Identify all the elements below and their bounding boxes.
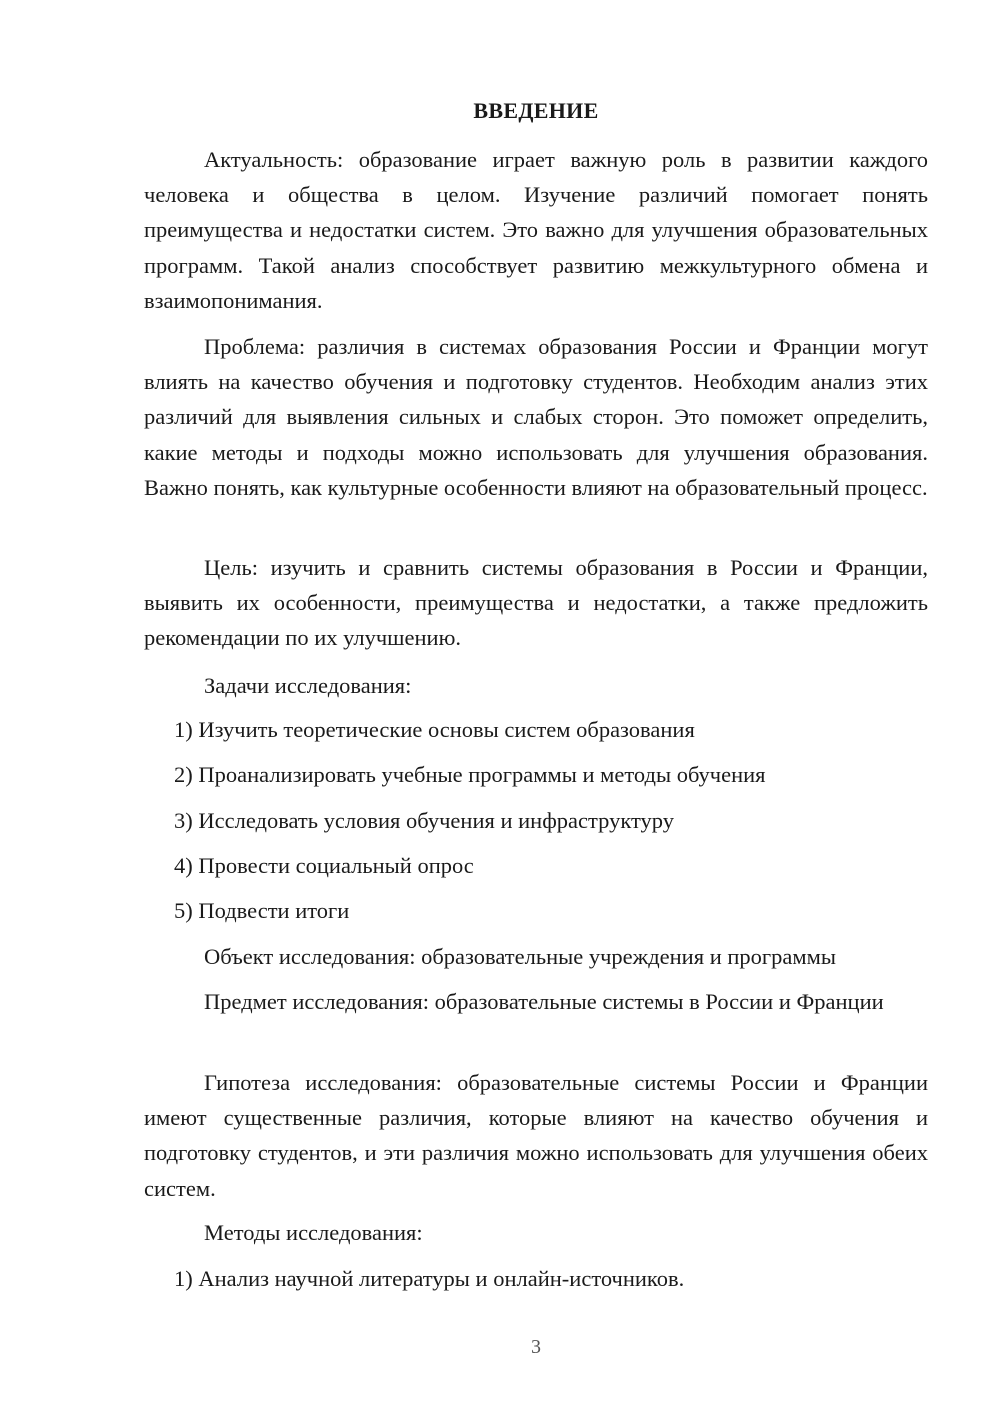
hypothesis-paragraph: Гипотеза исследования: образовательные системы России и Франции имеют существенные различия, которые влияют на качество обучения и подготовку студентов, и эти различия можно использовать для улучшения обеих систем.	[144, 1070, 928, 1201]
list-item: 1) Изучить теоретические основы систем образования	[174, 717, 695, 742]
problem-paragraph: Проблема: различия в системах образования России и Франции могут влиять на качество обучения и подготовку студентов. Необходим анализ этих различий для выявления сильных и слабых сторон. Это поможет определить, какие методы и подходы можно использовать для улучшения образования. Важно понять, как культурные особенности влияют на образовательный процесс.	[144, 334, 928, 500]
list-item: 5) Подвести итоги	[174, 898, 350, 923]
goal-paragraph: Цель: изучить и сравнить системы образования в России и Франции, выявить их особенности, преимущества и недостатки, а также предложить рекомендации по их улучшению.	[144, 555, 928, 651]
object-line: Объект исследования: образовательные учреждения и программы	[204, 944, 836, 969]
list-item: 4) Провести социальный опрос	[174, 853, 474, 878]
relevance-paragraph: Актуальность: образование играет важную роль в развитии каждого человека и общества в целом. Изучение различий помогает понять преимущества и недостатки систем. Это важно для улучшения образовательных программ. Такой анализ способствует развитию межкультурного обмена и взаимопонимания.	[144, 147, 928, 313]
list-item: 1) Анализ научной литературы и онлайн-источников.	[174, 1266, 685, 1291]
subject-paragraph: Предмет исследования: образовательные системы в России и Франции	[204, 989, 884, 1014]
list-item: 2) Проанализировать учебные программы и методы обучения	[174, 762, 766, 787]
methods-heading: Методы исследования:	[204, 1220, 423, 1245]
tasks-heading: Задачи исследования:	[204, 673, 412, 698]
document-page	[144, 0, 928, 1414]
list-item: 3) Исследовать условия обучения и инфраструктуру	[174, 808, 674, 833]
section-heading: ВВЕДЕНИЕ	[473, 98, 599, 123]
page-number: 3	[531, 1336, 541, 1358]
